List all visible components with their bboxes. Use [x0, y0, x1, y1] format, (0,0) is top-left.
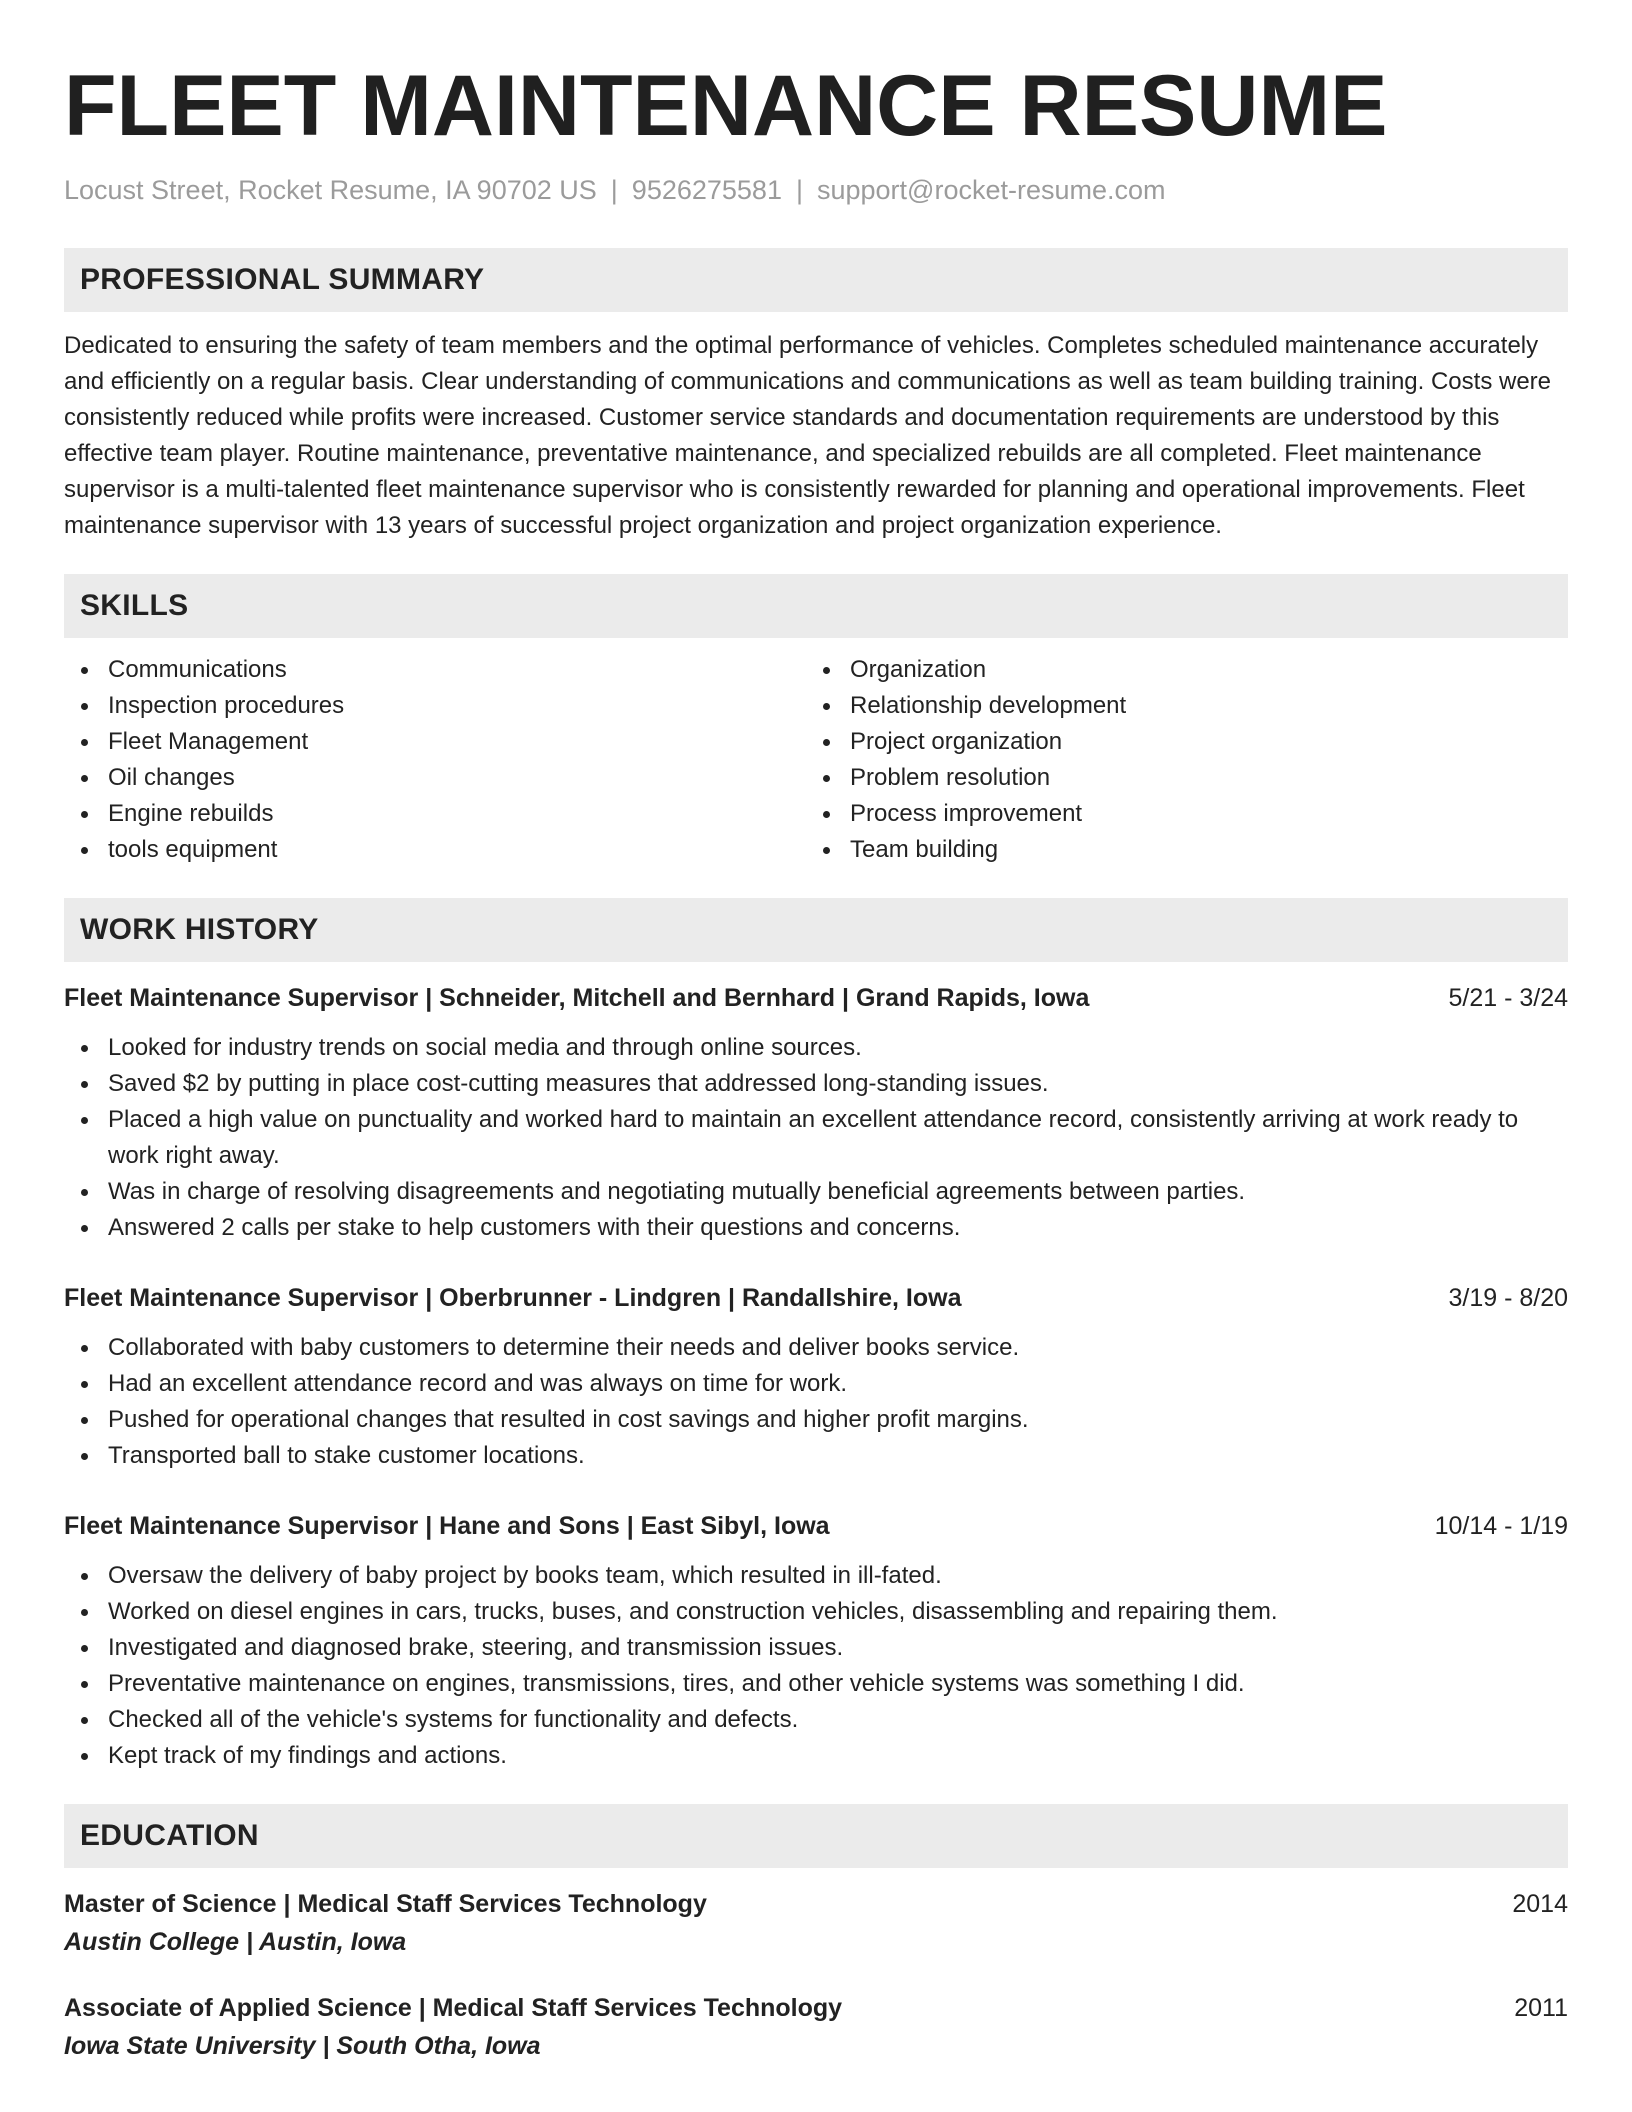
job-title: Fleet Maintenance Supervisor | Hane and Sons | East Sibyl, Iowa — [64, 1512, 830, 1540]
skill-item: Fleet Management — [64, 724, 806, 760]
education-degree: Associate of Applied Science | Medical Staff Services Technology — [64, 1994, 843, 2022]
contact-separator: | — [610, 175, 618, 205]
job-bullets — [64, 1030, 1568, 1246]
job-entry — [64, 1280, 1568, 1474]
education-row — [64, 1886, 1568, 1922]
skill-item: Project organization — [806, 724, 1548, 760]
section-heading-summary: PROFESSIONAL SUMMARY — [64, 248, 1568, 312]
job-entry — [64, 980, 1568, 1246]
skill-item: Organization — [806, 652, 1548, 688]
skill-item: Process improvement — [806, 796, 1548, 832]
resume-title: FLEET MAINTENANCE RESUME — [64, 58, 1388, 154]
contact-separator: | — [795, 175, 803, 205]
contact-email: support@rocket-resume.com — [816, 175, 1166, 205]
section-heading-education: EDUCATION — [64, 1804, 1568, 1868]
job-bullet: Kept track of my findings and actions. — [64, 1738, 1568, 1774]
job-bullets — [64, 1330, 1568, 1474]
job-bullet: Checked all of the vehicle's systems for functionality and defects. — [64, 1702, 1568, 1738]
skill-item: Engine rebuilds — [64, 796, 806, 832]
job-bullet: Collaborated with baby customers to determine their needs and deliver books service. — [64, 1330, 1568, 1366]
job-bullet: Had an excellent attendance record and was always on time for work. — [64, 1366, 1568, 1402]
education-school: Austin College | Austin, Iowa — [64, 1928, 407, 1956]
job-bullet: Was in charge of resolving disagreements and negotiating mutually beneficial agreements between parties. — [64, 1174, 1568, 1210]
job-bullet: Placed a high value on punctuality and worked hard to maintain an excellent attendance record, consistently arriving at work ready to work right away. — [64, 1102, 1568, 1174]
skill-item: tools equipment — [64, 832, 806, 868]
job-bullet: Investigated and diagnosed brake, steering, and transmission issues. — [64, 1630, 1568, 1666]
skill-item: Inspection procedures — [64, 688, 806, 724]
skill-item: Communications — [64, 652, 806, 688]
job-bullet: Preventative maintenance on engines, transmissions, tires, and other vehicle systems was something I did. — [64, 1666, 1568, 1702]
section-heading-skills: SKILLS — [64, 574, 1568, 638]
skill-item: Relationship development — [806, 688, 1548, 724]
job-bullets — [64, 1558, 1568, 1774]
skill-item: Team building — [806, 832, 1548, 868]
job-bullet: Transported ball to stake customer locations. — [64, 1438, 1568, 1474]
education-year: 2014 — [1512, 1890, 1568, 1918]
job-bullet: Worked on diesel engines in cars, trucks, buses, and construction vehicles, disassembling and repairing them. — [64, 1594, 1568, 1630]
education-entry — [64, 1886, 1568, 1960]
skill-item: Oil changes — [64, 760, 806, 796]
job-dates: 10/14 - 1/19 — [1434, 1512, 1568, 1540]
education-row — [64, 1990, 1568, 2026]
section-heading-work-history: WORK HISTORY — [64, 898, 1568, 962]
skills-column-left — [64, 652, 806, 868]
summary-text: Dedicated to ensuring the safety of team members and the optimal performance of vehicles. Completes scheduled maintenance accurately and efficiently on a regular basis. Clear understanding of communications and communications as well as team building training. Costs were consistently reduced while profits were increased. Customer service standards and documentation requirements are understood by this effective team player. Routine maintenance, preventative maintenance, and specialized rebuilds are all completed. Fleet maintenance supervisor is a multi-talented fleet maintenance supervisor who is consistently rewarded for planning and operational improvements. Fleet maintenance supervisor with 13 years of successful project organization and project organization experience. — [64, 332, 1552, 539]
education-entry — [64, 1990, 1568, 2064]
education-degree: Master of Science | Medical Staff Services Technology — [64, 1890, 707, 1918]
job-bullet: Pushed for operational changes that resulted in cost savings and higher profit margins. — [64, 1402, 1568, 1438]
job-dates: 3/19 - 8/20 — [1448, 1284, 1568, 1312]
job-bullet: Oversaw the delivery of baby project by books team, which resulted in ill-fated. — [64, 1558, 1568, 1594]
job-title: Fleet Maintenance Supervisor | Schneider, Mitchell and Bernhard | Grand Rapids, Iowa — [64, 984, 1090, 1012]
job-entry — [64, 1508, 1568, 1774]
job-bullet: Saved $2 by putting in place cost-cutting measures that addressed long-standing issues. — [64, 1066, 1568, 1102]
job-title-row — [64, 1508, 1568, 1544]
job-bullet: Answered 2 calls per stake to help customers with their questions and concerns. — [64, 1210, 1568, 1246]
skills-column-right — [806, 652, 1548, 868]
contact-address: Locust Street, Rocket Resume, IA 90702 US — [64, 175, 597, 205]
education-school: Iowa State University | South Otha, Iowa — [64, 2032, 541, 2060]
skill-item: Problem resolution — [806, 760, 1548, 796]
job-dates: 5/21 - 3/24 — [1448, 984, 1568, 1012]
skills-list — [64, 652, 1568, 868]
job-bullet: Looked for industry trends on social media and through online sources. — [64, 1030, 1568, 1066]
contact-line — [64, 172, 1568, 208]
job-title-row — [64, 980, 1568, 1016]
contact-phone: 9526275581 — [631, 175, 782, 205]
job-title-row — [64, 1280, 1568, 1316]
job-title: Fleet Maintenance Supervisor | Oberbrunner - Lindgren | Randallshire, Iowa — [64, 1284, 962, 1312]
education-year: 2011 — [1514, 1994, 1568, 2022]
